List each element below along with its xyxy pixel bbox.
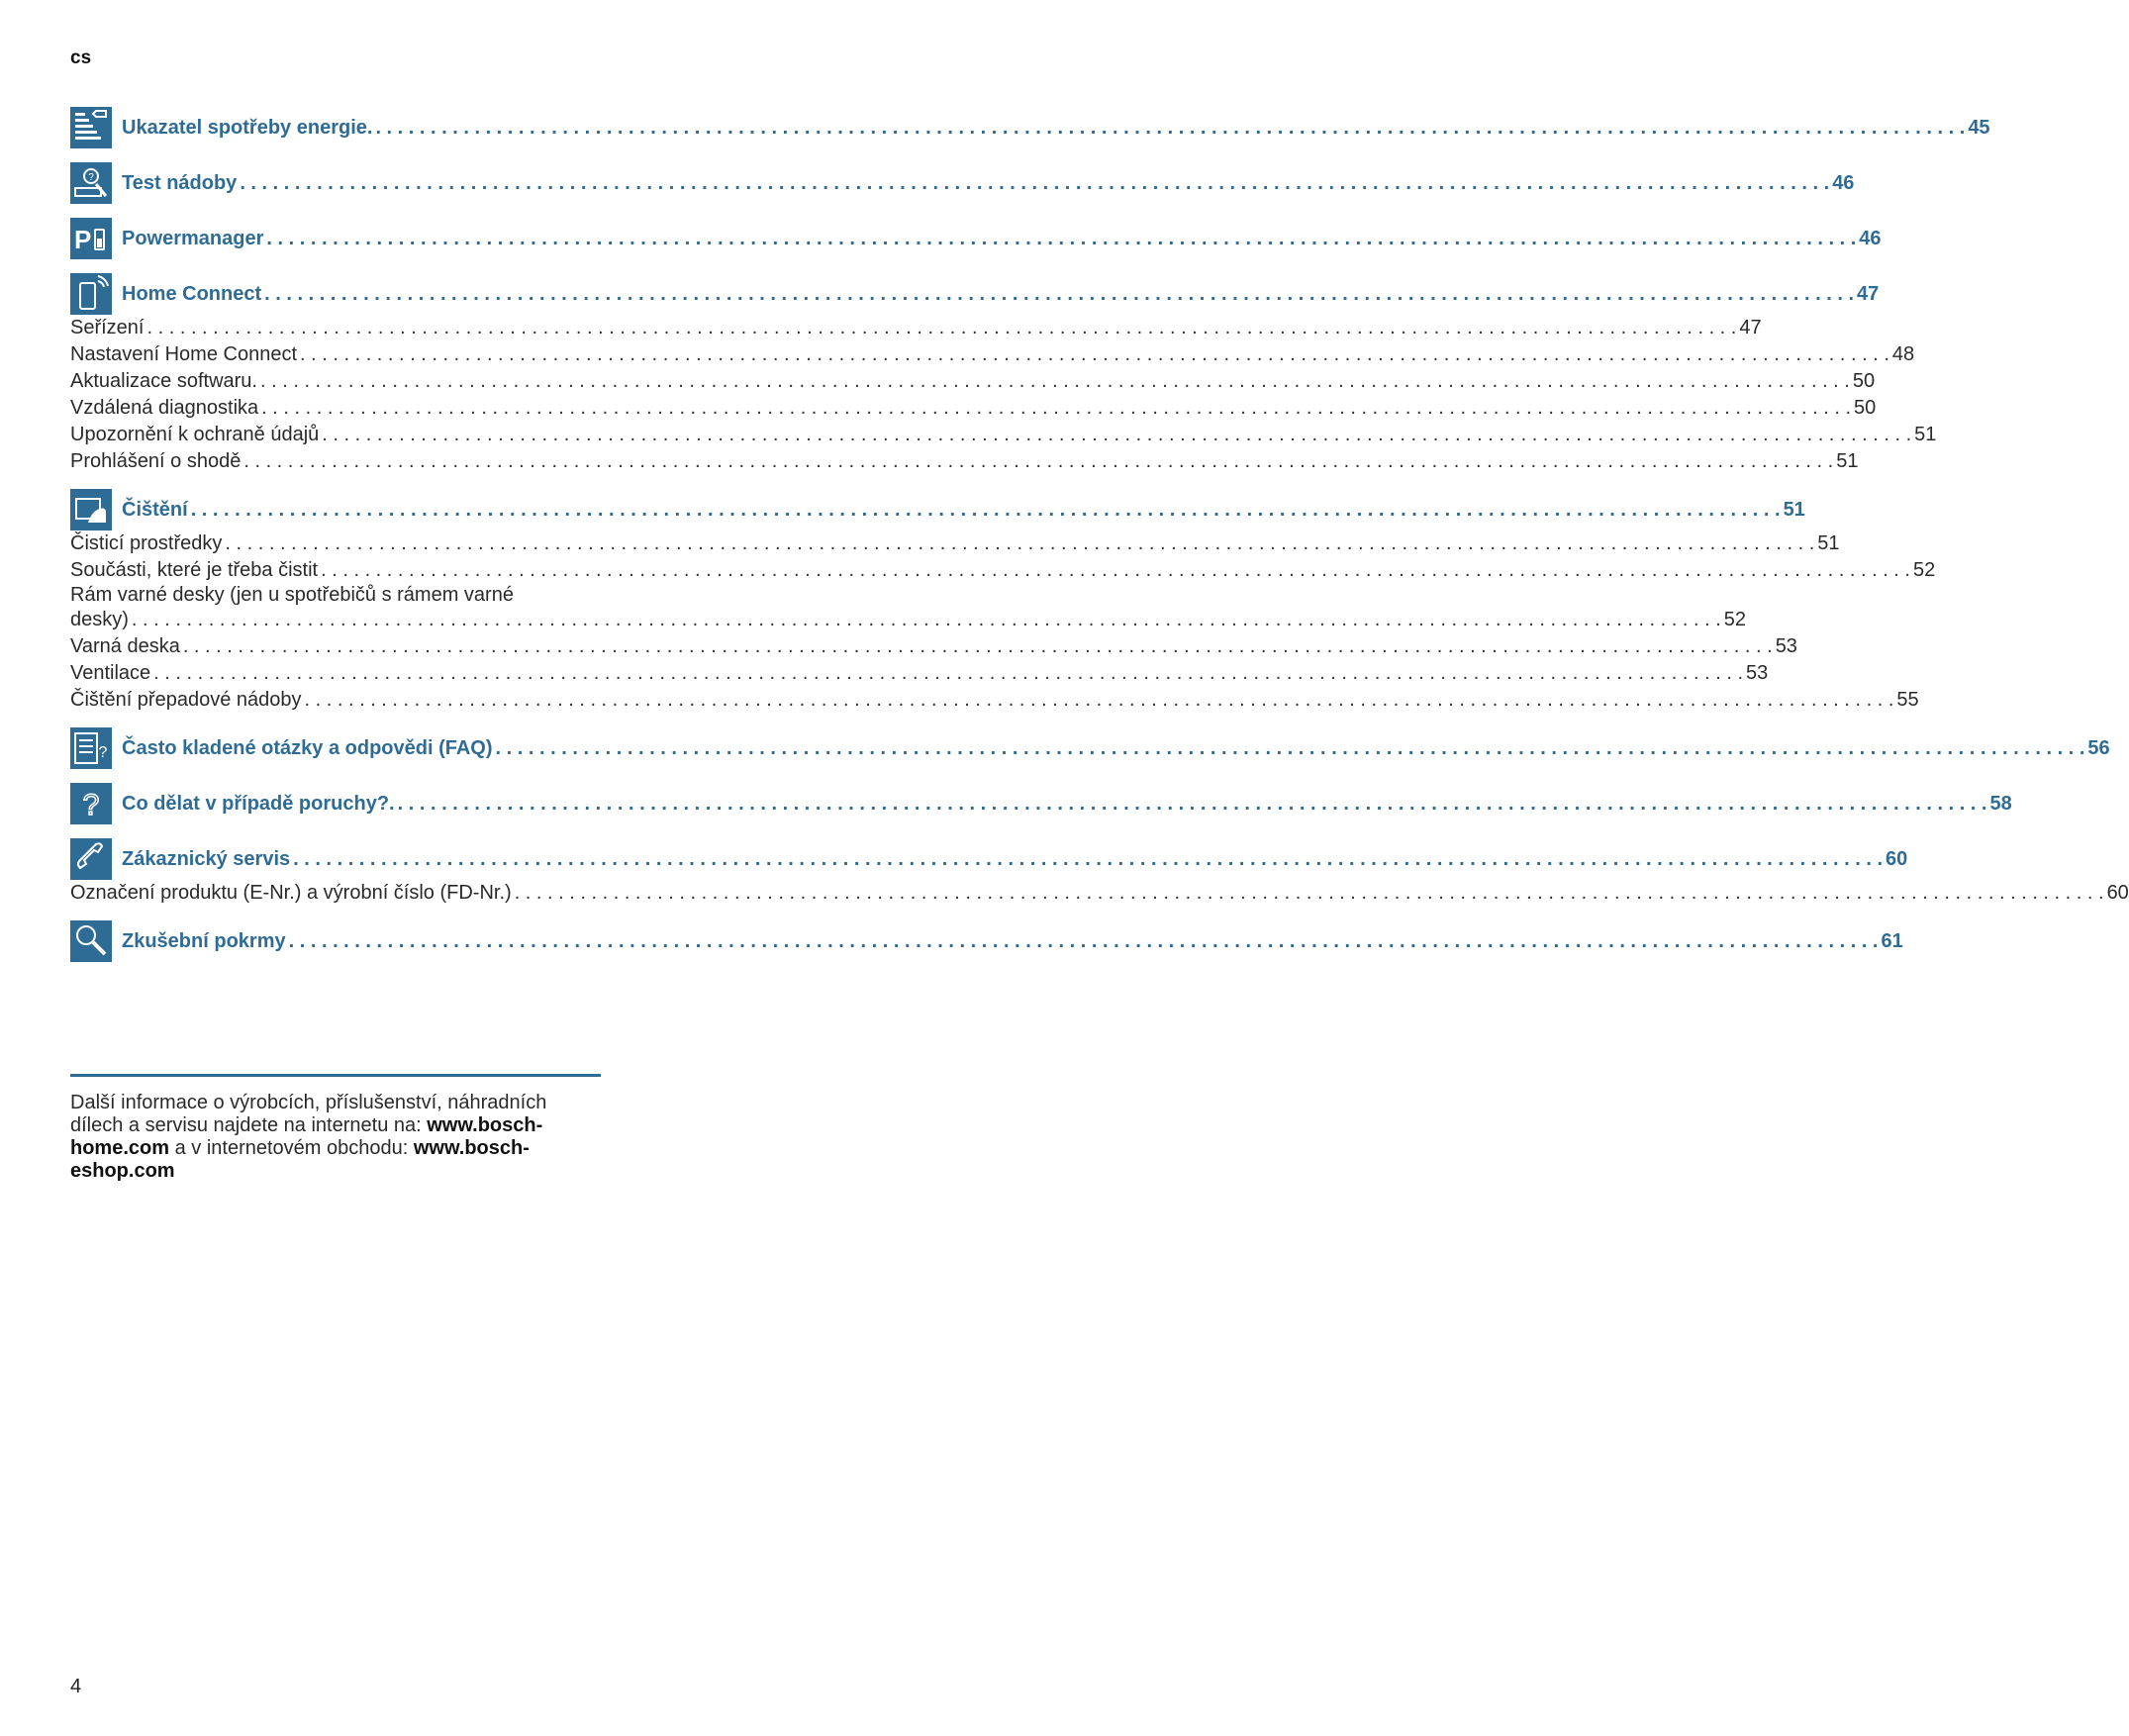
- section-title: Powermanager: [122, 227, 264, 249]
- svg-text:?: ?: [82, 789, 100, 821]
- magnifier-icon: [70, 920, 112, 962]
- page-number: 45: [1968, 116, 1990, 139]
- toc-section[interactable]: [70, 489, 1805, 530]
- language-code: cs: [70, 48, 92, 68]
- question-icon: [70, 783, 112, 824]
- faq-icon: [70, 727, 112, 769]
- phone-icon: [70, 838, 112, 880]
- section-title: Home Connect: [122, 282, 262, 305]
- toc-subsection[interactable]: Čisticí prostředky . . . 51: [70, 530, 601, 557]
- section-title: Často kladené otázky a odpovědi (FAQ): [122, 736, 493, 759]
- cleaning-icon: [70, 489, 112, 530]
- powermanager-icon: [70, 218, 112, 259]
- footer-note: Další informace o výrobcích, příslušenství, náhradních dílech a servisu najdete na internetu na: www.bosch-home.com a v internetovém obchodu: www.bosch-eshop.com: [70, 1092, 547, 1182]
- toc-subsection[interactable]: Součásti, které je třeba čistit . . . 52: [70, 557, 601, 584]
- toc-section[interactable]: [70, 273, 1880, 315]
- page-number: 51: [1783, 498, 1805, 521]
- toc-subsection[interactable]: Varná deska . . . 53: [70, 633, 601, 660]
- toc-subsection[interactable]: Označení produktu (E-Nr.) a výrobní číslo (FD-Nr.) . . . 60: [70, 880, 601, 907]
- page-number-footer: 4: [70, 1676, 82, 1697]
- section-title: Test nádoby: [122, 171, 238, 194]
- eshop-link[interactable]: www.bosch-eshop.com: [70, 1137, 530, 1182]
- section-title: Co dělat v případě poruchy?.: [122, 792, 395, 815]
- svg-text:P: P: [74, 225, 92, 254]
- toc-section[interactable]: [70, 218, 1882, 259]
- website-link[interactable]: www.bosch-home.com: [70, 1114, 543, 1159]
- toc-subsection[interactable]: Vzdálená diagnostika . . . 50: [70, 395, 601, 422]
- page-number: 60: [1886, 847, 1908, 870]
- page-number: 47: [1857, 282, 1880, 305]
- toc-subsection[interactable]: Prohlášení o shodě . . . 51: [70, 448, 601, 475]
- page-number: 58: [1989, 792, 2012, 815]
- section-title: Zkušební pokrmy: [122, 929, 286, 952]
- toc-section[interactable]: [70, 162, 1855, 204]
- page-number: 61: [1881, 929, 1903, 952]
- page-number: 46: [1832, 171, 1855, 194]
- page-number: 46: [1859, 227, 1882, 249]
- svg-text:?: ?: [88, 172, 94, 183]
- home-connect-icon: [70, 273, 112, 315]
- section-title: Čištění: [122, 498, 188, 521]
- table-of-contents: [70, 107, 2129, 962]
- pan-test-icon: [70, 162, 112, 204]
- toc-subsection[interactable]: Ventilace . . . 53: [70, 660, 601, 687]
- toc-section[interactable]: [70, 727, 2110, 769]
- toc-subsection[interactable]: Čištění přepadové nádoby . . . 55: [70, 687, 601, 714]
- toc-section[interactable]: [70, 107, 1990, 148]
- svg-text:?: ?: [98, 744, 108, 761]
- toc-subsection[interactable]: Nastavení Home Connect . . . 48: [70, 341, 601, 368]
- toc-subsection[interactable]: Rám varné desky (jen u spotřebičů s rámem varné desky) . . . 52: [70, 584, 601, 633]
- toc-section[interactable]: [70, 838, 1908, 880]
- section-title: Zákaznický servis: [122, 847, 291, 870]
- divider: [70, 1074, 601, 1077]
- energy-consumption-icon: [70, 107, 112, 148]
- toc-subsection[interactable]: Aktualizace softwaru. . . . 50: [70, 368, 601, 395]
- section-title: Ukazatel spotřeby energie.: [122, 116, 373, 139]
- toc-subsection[interactable]: Upozornění k ochraně údajů . . . 51: [70, 422, 601, 448]
- page-number: 56: [2087, 736, 2110, 759]
- toc-subsection[interactable]: Seřízení . . . 47: [70, 315, 601, 341]
- toc-section[interactable]: [70, 920, 1903, 962]
- toc-section[interactable]: [70, 783, 2012, 824]
